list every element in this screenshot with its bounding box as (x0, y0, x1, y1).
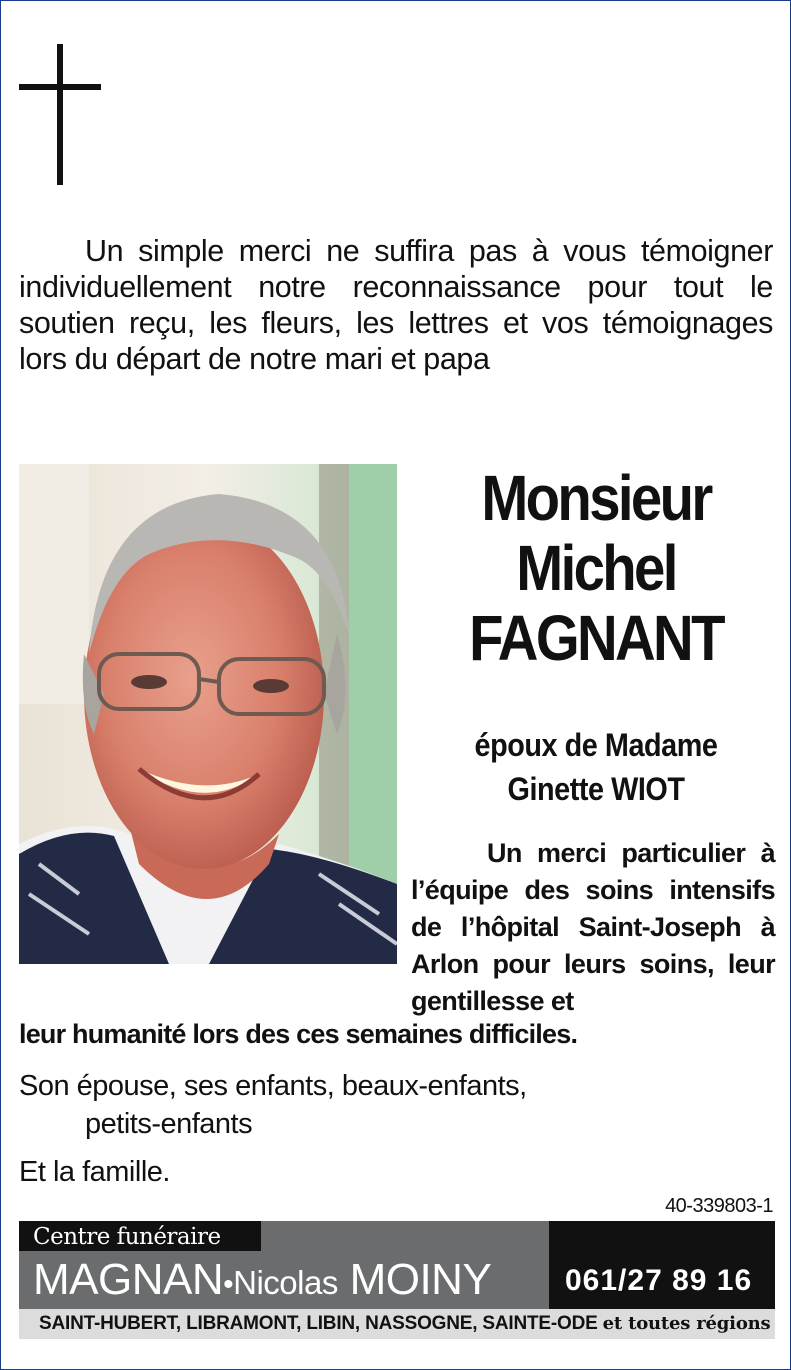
spouse-line-1: époux de Madame (474, 727, 718, 763)
spouse-info (430, 723, 763, 811)
cross-icon (19, 44, 101, 185)
reference-number: 40-339803-1 (665, 1195, 773, 1217)
spouse-line-2: Ginette WIOT (507, 771, 685, 807)
deceased-name (407, 463, 785, 673)
name-first: Michel (516, 532, 676, 604)
family-line-1: Son épouse, ses enfants, beaux-enfants, (19, 1070, 527, 1102)
intro-text: Un simple merci ne suffira pas à vous témoigner individuellement notre reconnaissance pour tout le soutien reçu, les fleurs, les lettres et vos témoignages lors du départ de notre mari et papa (19, 234, 773, 376)
name-title: Monsieur (481, 462, 711, 534)
portrait-photo (19, 464, 397, 964)
funeral-home-footer (19, 1221, 775, 1339)
family-signature (19, 1067, 719, 1191)
family-line-2: petits-enfants (85, 1108, 253, 1140)
family-line-3: Et la famille. (19, 1156, 170, 1188)
special-thanks: Un merci particulier à l’équipe des soins intensifs de l’hôpital Saint-Joseph à Arlon pour leurs soins, leur gentillesse et (411, 838, 775, 1016)
funeral-home-phone: 061/27 89 16 (565, 1264, 753, 1297)
special-thanks-last-line: leur humanité lors des ces semaines difficiles. (19, 1019, 578, 1049)
name-last: FAGNANT (469, 602, 723, 674)
funeral-home-towns: SAINT-HUBERT, LIBRAMONT, LIBIN, NASSOGNE, SAINTE-ODE et toutes régions (39, 1313, 771, 1334)
funeral-home-name: MAGNAN•Nicolas MOINY (33, 1255, 492, 1304)
funeral-home-label: Centre funéraire (19, 1221, 261, 1251)
